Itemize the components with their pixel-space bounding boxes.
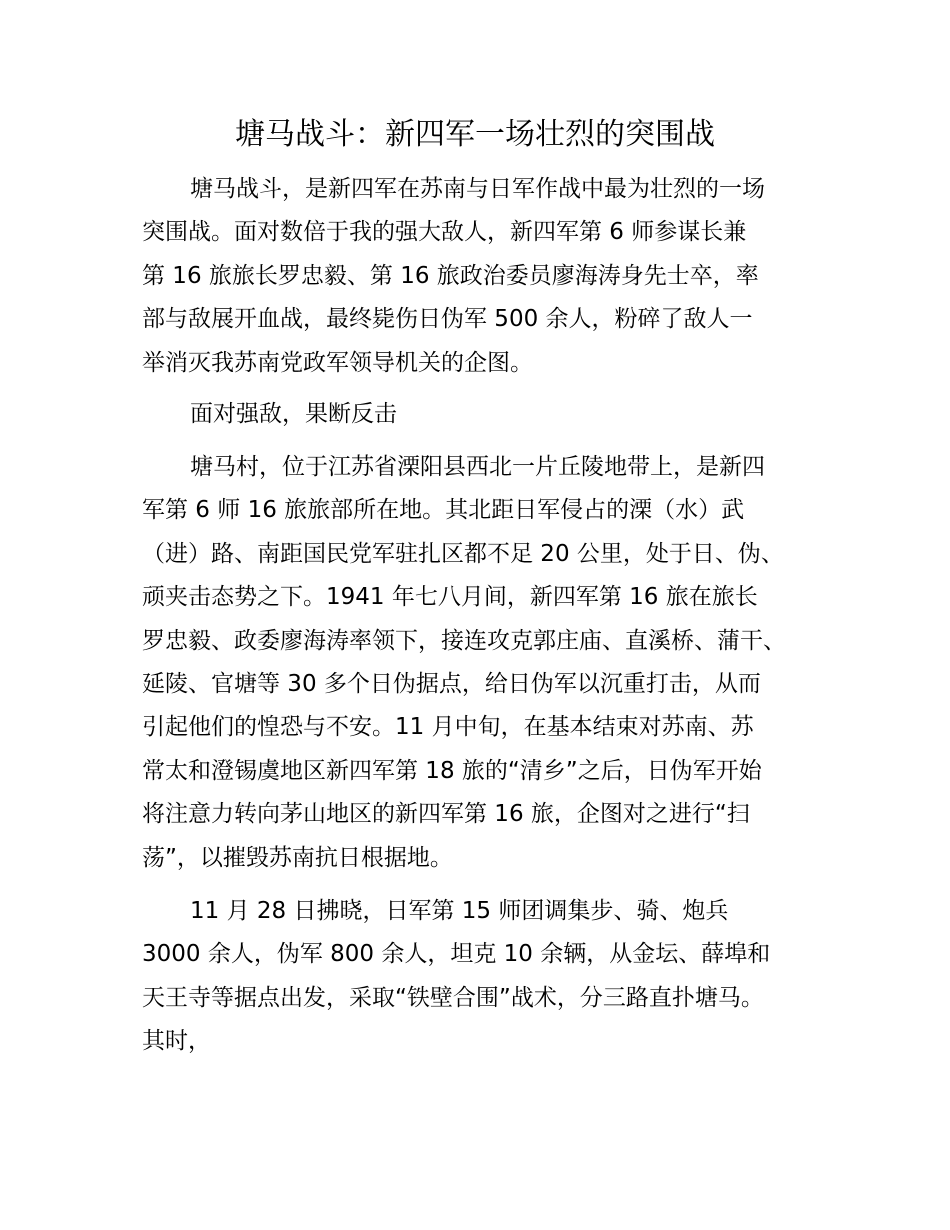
paragraph-attack — [142, 890, 832, 1064]
text-line: 将注意力转向茅山地区的新四军第 16 旅，企图对之进行“扫 — [142, 801, 750, 828]
paragraph-background — [142, 446, 832, 880]
text-line: 顽夹击态势之下。1941 年七八月间，新四军第 16 旅在旅长 — [142, 584, 758, 611]
text-line: 塘马村，位于江苏省溧阳县西北一片丘陵地带上，是新四 — [190, 454, 765, 480]
text-line: 延陵、官塘等 30 多个日伪据点，给日伪军以沉重打击，从而 — [142, 670, 761, 697]
text-line: 荡”，以摧毁苏南抗日根据地。 — [142, 844, 453, 871]
text-line: 天王寺等据点出发，采取“铁壁合围”战术，分三路直扑塘马。 — [142, 984, 764, 1011]
text-line: 塘马战斗，是新四军在苏南与日军作战中最为壮烈的一场 — [190, 176, 765, 202]
text-line: 军第 6 师 16 旅旅部所在地。其北距日军侵占的溧（水）武 — [142, 497, 745, 524]
paragraph-intro — [142, 168, 832, 385]
section-heading — [142, 393, 832, 436]
text-line: 第 16 旅旅长罗忠毅、第 16 旅政治委员廖海涛身先士卒，率 — [142, 262, 759, 289]
text-line: 11 月 28 日拂晓，日军第 15 师团调集步、骑、炮兵 — [190, 898, 729, 924]
text-line: 部与敌展开血战，最终毙伤日伪军 500 余人，粉碎了敌人一 — [142, 306, 753, 333]
text-line: 面对强敌，果断反击 — [190, 401, 397, 427]
text-line: 常太和澄锡虞地区新四军第 18 旅的“清乡”之后，日伪军开始 — [142, 757, 762, 784]
text-line: 其时， — [142, 1028, 211, 1055]
text-line: 突围战。面对数倍于我的强大敌人，新四军第 6 师参谋长兼 — [142, 219, 747, 246]
text-line: （进）路、南距国民党军驻扎区都不足 20 公里，处于日、伪、 — [142, 540, 784, 567]
text-line: 举消灭我苏南党政军领导机关的企图。 — [142, 349, 533, 376]
text-line: 引起他们的惶恐与不安。11 月中旬，在基本结束对苏南、苏 — [142, 714, 754, 741]
document-title: 塘马战斗：新四军一场壮烈的突围战 — [235, 117, 715, 152]
text-line: 3000 余人，伪军 800 余人，坦克 10 余辆，从金坛、薛埠和 — [142, 941, 771, 968]
text-line: 罗忠毅、政委廖海涛率领下，接连攻克郭庄庙、直溪桥、蒲干、 — [142, 627, 786, 654]
